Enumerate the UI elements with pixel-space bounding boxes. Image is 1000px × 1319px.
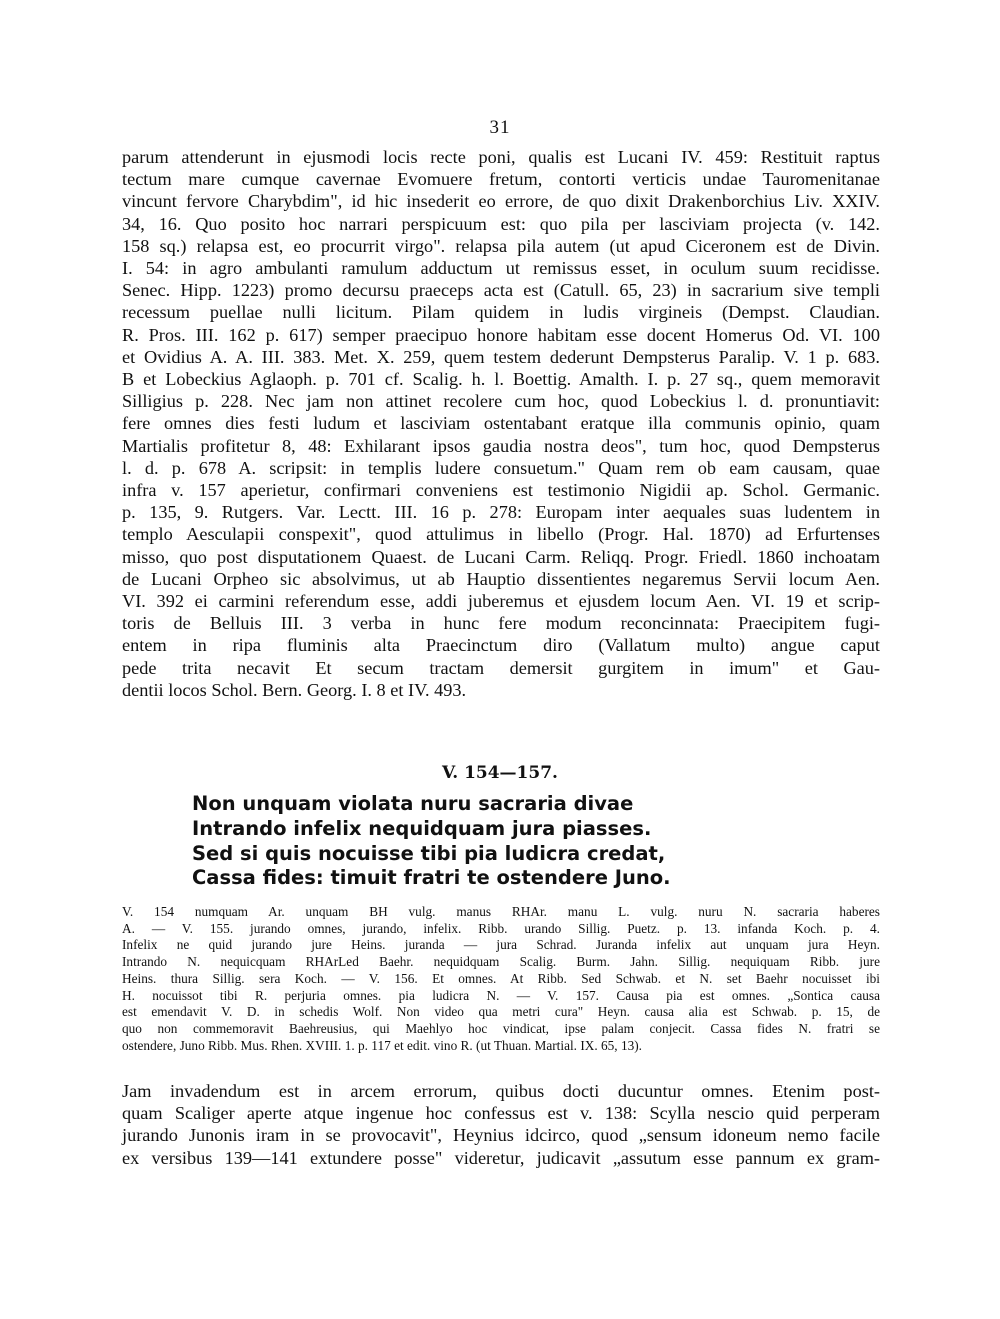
text-line: p. 135, 9. Rutgers. Var. Lectt. III. 16 p. 278: Europam inter aequales suas ludentem in (122, 502, 880, 523)
text-line: toris de Belluis III. 3 verba in hunc fere modum reconcinnata: Praecipitem fugi- (122, 613, 880, 634)
verse-block (192, 792, 671, 891)
verse-line: Intrando infelix nequidquam jura piasses. (192, 816, 652, 840)
text-line: Jam invadendum est in arcem errorum, quibus docti ducuntur omnes. Etenim post- (122, 1081, 880, 1101)
text-line: ex versibus 139—141 extundere posse" videretur, judicavit „assutum esse pannum ex gram- (122, 1147, 880, 1168)
note-line: Intrando N. nequicquam RHArLed Baehr. nequidquam Scalig. Burm. Jahn. Sillig. nequiquam Ribb. jure (122, 954, 880, 970)
text-line: VI. 392 ei carmini referendum esse, addi juberemus et ejusdem locum Aen. VI. 19 et scrip- (122, 591, 880, 612)
note-line: Heins. thura Sillig. sera Koch. — V. 156. Et omnes. At Ribb. Sed Schwab. et N. set Baehr nocuisset ibi (122, 970, 880, 986)
text-line: dentii locos Schol. Bern. Georg. I. 8 et IV. 493. (122, 679, 467, 700)
text-line: de Lucani Orpheo sic absolvimus, ut ab Hauptio dissentientes negaremus Servii locum Aen. (122, 568, 880, 589)
text-line: fere omnes dies festi ludum et lasciviam ostentabant eratque illa communis opinio, quam (122, 413, 880, 434)
note-line: Infelix ne quid jurando jure Heins. juranda — jura Schrad. Juranda infelix aut unquam jura Heyn. (122, 937, 880, 953)
verse-line: Cassa fides: timuit fratri te ostendere Juno. (192, 866, 671, 890)
body-paragraph-1 (122, 146, 880, 701)
text-line: B et Lobeckius Aglaoph. p. 701 cf. Scalig. h. l. Boettig. Amalth. I. p. 27 sq., quem memoravit (122, 369, 880, 390)
critical-apparatus (122, 904, 880, 1054)
text-line: vincunt fervore Charybdim", id hic insederit eo errore, de quo dixit Drakenborchius Liv. XXIV. (122, 191, 880, 212)
section-heading: V. 154—157. (442, 763, 558, 783)
note-line: est emendavit V. D. in schedis Wolf. Non video qua metri cura" Heyn. causa alia est Schwab. p. 15, de (122, 1004, 880, 1020)
text-line: Silligius p. 228. Nec jam non attinet recolere cum hoc, quod Lobeckius l. d. pronuntiavit: (122, 391, 880, 412)
note-line: ostendere, Juno Ribb. Mus. Rhen. XVIII. 1. p. 117 et edit. vino R. (ut Thuan. Martial. IX. 65, 13). (122, 1037, 642, 1053)
note-line: H. nocuissot tibi R. perjuria omnes. pia ludicra N. — V. 157. Causa pia est omnes. „Sontica causa (122, 987, 880, 1003)
text-line: recessum puellae nulli licitum. Pilam quidem in ludis virgineis (Dempst. Claudian. (122, 302, 880, 323)
text-line: 34, 16. Quo posito hoc narrari perspicuum est: quo pila per lasciviam projecta (v. 142. (122, 213, 880, 234)
text-line: parum attenderunt in ejusmodi locis recte poni, qualis est Lucani IV. 459: Restituit raptus (122, 147, 880, 167)
body-paragraph-2 (122, 1080, 880, 1169)
text-line: R. Pros. III. 162 p. 617) semper praecipuo honore habitam esse docent Homerus Od. VI. 100 (122, 324, 880, 345)
note-line: A. — V. 155. jurando omnes, jurando, infelix. Ribb. urando Sillig. Puetz. p. 13. infanda Koch. p. 4. (122, 920, 880, 936)
verse-line: Non unquam violata nuru sacraria divae (192, 792, 634, 815)
text-line: pede trita necavit Et secum tractam demersit gurgitem in imum" et Gau- (122, 657, 880, 678)
note-line: quo non commemoravit Baehreusius, qui Maehlyo hoc vindicat, ipse palam conjecit. Cassa fides N. fratri se (122, 1020, 880, 1036)
text-line: jurando Junonis iram in se provocavit", Heynius idcirco, quod „sensum idoneum nemo facile (122, 1125, 880, 1146)
text-line: Martialis profitetur 8, 48: Exhilarant ipsos gaudia nostra deos", tum hoc, quod Dempsterus (122, 435, 880, 456)
text-line: et Ovidius A. A. III. 383. Met. X. 259, quem testem dederunt Dempsterus Paralip. V. 1 p. 683. (122, 346, 880, 367)
verse-line: Sed si quis nocuisse tibi pia ludicra credat, (192, 841, 666, 865)
text-line: infra v. 157 aperietur, confirmari conveniens est testimonio Nigidii ap. Schol. Germanic. (122, 480, 880, 501)
text-line: templo Aesculapii conspexit", quod attulimus in libello (Progr. Hal. 1870) ad Erfurtenses (122, 524, 880, 545)
text-line: l. d. p. 678 A. scripsit: in templis ludere consuetum." Quam rem ob eam causam, quae (122, 457, 880, 478)
page-number: 31 (489, 117, 511, 138)
note-line: V. 154 numquam Ar. unquam BH vulg. manus RHAr. manu L. vulg. nuru N. sacraria haberes (122, 904, 880, 919)
text-line: tectum mare cumque cavernae Evomuere fretum, contorti verticis undae Tauromenitanae (122, 169, 880, 190)
text-line: Senec. Hipp. 1223) promo decursu praeceps acta est (Catull. 65, 23) in sacrarium sive templi (122, 280, 880, 301)
text-line: quam Scaliger aperte atque ingenue hoc confessus est v. 138: Scylla nescio quid perperam (122, 1103, 880, 1124)
text-line: I. 54: in agro ambulanti ramulum adductum ut remissus esset, in oculum suum recidisse. (122, 258, 880, 279)
text-line: entem in ripa fluminis alta Praecinctum diro (Vallatum multo) angue caput (122, 635, 880, 656)
text-line: 158 sq.) relapsa est, eo procurrit virgo". relapsa pila autem (ut apud Ciceronem est de Divin. (122, 235, 880, 256)
text-line: misso, quo post disputationem Quaest. de Lucani Carm. Reliqq. Progr. Friedl. 1860 inchoatam (122, 546, 880, 567)
